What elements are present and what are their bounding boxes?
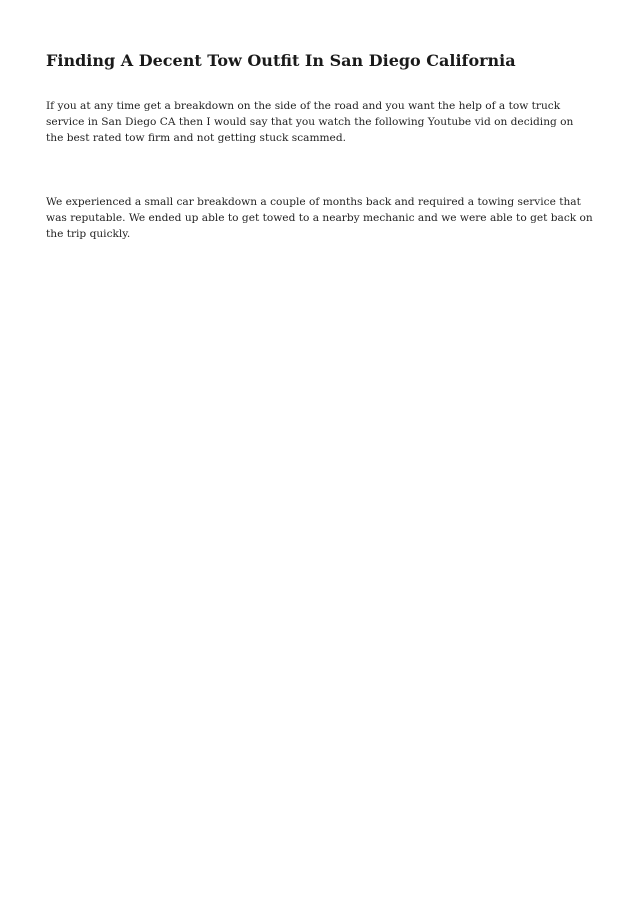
paragraph-intro: If you at any time get a breakdown on the side of the road and you want the help of a tow truck service in San Diego CA then I would say that you watch the following Youtube vid on deciding on the best rated tow firm and not getting stuck scammed.	[46, 100, 574, 144]
paragraph-experience: We experienced a small car breakdown a couple of months back and required a towing service that was reputable. We ended up able to get towed to a nearby mechanic and we were able to get back on the trip quickly.	[46, 196, 593, 240]
document-title: Finding A Decent Tow Outfit In San Diego California	[46, 51, 516, 70]
